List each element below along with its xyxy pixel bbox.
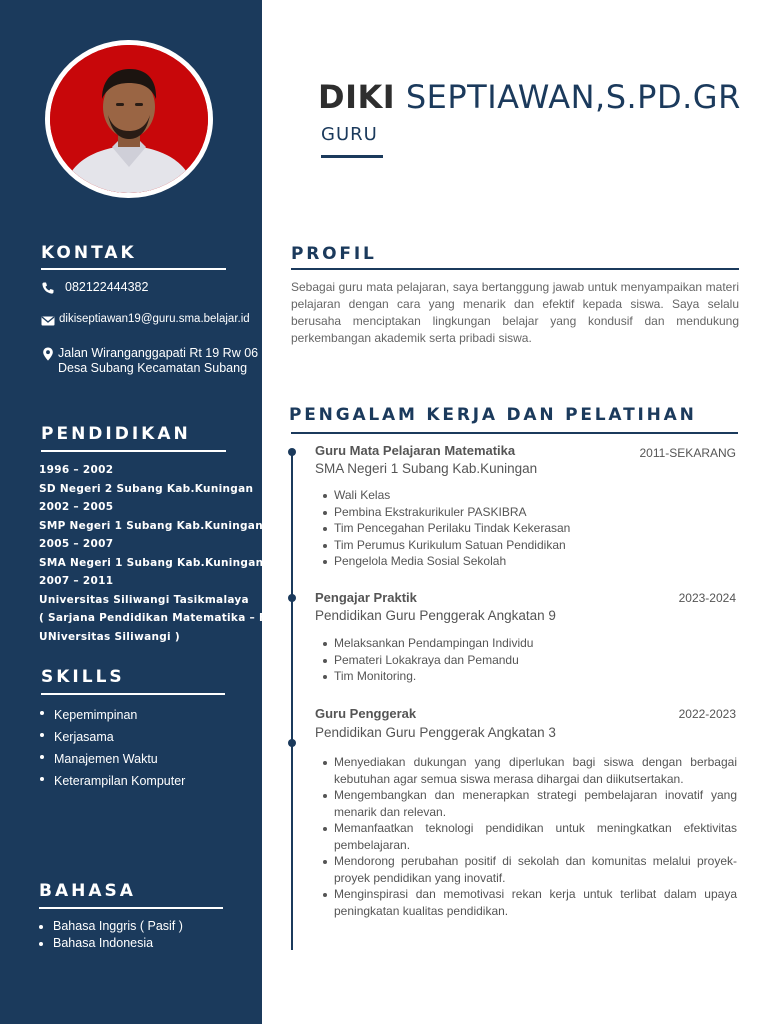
job-date: 2023-2024 xyxy=(678,591,736,605)
duty-item: Pemateri Lokakraya dan Pemandu xyxy=(321,652,737,669)
role-underline xyxy=(321,155,383,158)
education-line: SMP Negeri 1 Subang Kab.Kuningan xyxy=(39,519,263,532)
phone-number[interactable]: 082122444382 xyxy=(65,280,149,294)
timeline-line xyxy=(291,449,293,950)
languages-divider xyxy=(39,907,223,909)
duty-item: Pembina Ekstrakurikuler PASKIBRA xyxy=(321,504,737,521)
contact-email xyxy=(41,313,250,328)
duty-item: Melaksankan Pendampingan Individu xyxy=(321,635,737,652)
duty-item: Memanfaatkan teknologi pendidikan untuk meningkatkan efektivitas pembelajaran. xyxy=(321,820,737,853)
education-line: SMA Negeri 1 Subang Kab.Kuningan xyxy=(39,556,264,569)
job-title: Guru Penggerak xyxy=(315,706,417,721)
education-line: SD Negeri 2 Subang Kab.Kuningan xyxy=(39,482,254,495)
education-line: 1996 – 2002 xyxy=(39,464,114,476)
languages-heading: BAHASA xyxy=(39,881,136,901)
duty-item: Mendorong perubahan positif di sekolah dan komunitas melalui proyek-proyek pendidikan yang inovatif. xyxy=(321,853,737,886)
duty-item: Wali Kelas xyxy=(321,487,737,504)
job-duties-list xyxy=(321,635,737,685)
sidebar xyxy=(0,0,288,1024)
skill-item: Manajemen Waktu xyxy=(40,748,185,770)
experience-divider xyxy=(291,432,738,434)
education-line: 2005 – 2007 xyxy=(39,538,114,550)
job-date: 2022-2023 xyxy=(678,707,736,721)
language-item: Bahasa Inggris ( Pasif ) xyxy=(39,918,183,935)
experience-heading: PENGALAM KERJA DAN PELATIHAN xyxy=(289,405,697,425)
job-duties-list xyxy=(321,487,737,570)
languages-list xyxy=(39,918,183,951)
contact-phone xyxy=(41,280,148,295)
skills-heading: SKILLS xyxy=(41,667,125,687)
duty-item: Tim Pencegahan Perilaku Tindak Kekerasan xyxy=(321,520,737,537)
language-item: Bahasa Indonesia xyxy=(39,935,183,952)
skill-item: Keterampilan Komputer xyxy=(40,770,185,792)
job-role: GURU xyxy=(321,124,378,145)
contact-divider xyxy=(41,268,226,270)
education-line: ( Sarjana Pendidikan Matematika – FKIP xyxy=(39,612,288,624)
duty-item: Menyediakan dukungan yang diperlukan bagi siswa dengan berbagai kebutuhan agar semua siswa merasa dihargai dan diikutsertakan. xyxy=(321,754,737,787)
duty-item: Menginspirasi dan memotivasi rekan kerja untuk terlibat dalam upaya peningkatan kualitas pendidikan. xyxy=(321,886,737,919)
first-name: DIKI xyxy=(318,78,396,116)
job-organization: SMA Negeri 1 Subang Kab.Kuningan xyxy=(315,461,538,476)
full-name xyxy=(318,78,741,116)
timeline-dot xyxy=(288,448,296,456)
education-heading: PENDIDIKAN xyxy=(41,424,191,444)
timeline-dot xyxy=(288,739,296,747)
address-line-1: Jalan Wiranganggapati Rt 19 Rw 06 xyxy=(58,346,259,360)
contact-address xyxy=(41,346,258,375)
education-list xyxy=(39,461,288,646)
job-date: 2011-SEKARANG xyxy=(639,446,736,460)
job-duties-list xyxy=(321,754,737,919)
profile-text: Sebagai guru mata pelajaran, saya bertanggung jawab untuk menyampaikan materi pelajaran dengan cara yang menarik dan efektif kepada siswa. Saya selalu berusaha menciptakan lingkungan belajar yang kondusif dan mendukung perkembangan akademik serta pribadi siswa. xyxy=(291,280,739,345)
education-line: 2002 – 2005 xyxy=(39,501,114,513)
duty-item: Mengembangkan dan menerapkan strategi pembelajaran inovatif yang menarik dan relevan. xyxy=(321,787,737,820)
skill-item: Kerjasama xyxy=(40,726,185,748)
education-divider xyxy=(41,450,226,452)
address-line-2: Desa Subang Kecamatan Subang xyxy=(58,360,248,375)
skills-divider xyxy=(41,693,225,695)
duty-item: Tim Perumus Kurikulum Satuan Pendidikan xyxy=(321,537,737,554)
person-portrait-icon xyxy=(50,45,208,193)
contact-heading: KONTAK xyxy=(41,243,137,263)
profile-divider xyxy=(291,268,739,270)
email-address[interactable]: dikiseptiawan19@guru.sma.belajar.id xyxy=(59,313,250,325)
profile-photo-frame xyxy=(45,40,213,198)
timeline-dot xyxy=(288,594,296,602)
location-pin-icon xyxy=(41,347,55,361)
mail-icon xyxy=(41,314,55,328)
profile-heading: PROFIL xyxy=(291,244,377,264)
education-line: 2007 – 2011 xyxy=(39,575,114,587)
job-title: Guru Mata Pelajaran Matematika xyxy=(315,443,516,458)
last-name: SEPTIAWAN,S.PD.GR xyxy=(405,78,741,116)
profile-photo xyxy=(50,45,208,193)
education-line: UNiversitas Siliwangi ) xyxy=(39,630,181,643)
skill-item: Kepemimpinan xyxy=(40,704,185,726)
phone-icon xyxy=(41,281,55,295)
duty-item: Tim Monitoring. xyxy=(321,668,737,685)
job-title: Pengajar Praktik xyxy=(315,590,417,605)
job-organization: Pendidikan Guru Penggerak Angkatan 3 xyxy=(315,725,556,740)
education-line: Universitas Siliwangi Tasikmalaya xyxy=(39,593,249,606)
job-organization: Pendidikan Guru Penggerak Angkatan 9 xyxy=(315,608,556,623)
duty-item: Pengelola Media Sosial Sekolah xyxy=(321,553,737,570)
skills-list xyxy=(40,704,185,792)
